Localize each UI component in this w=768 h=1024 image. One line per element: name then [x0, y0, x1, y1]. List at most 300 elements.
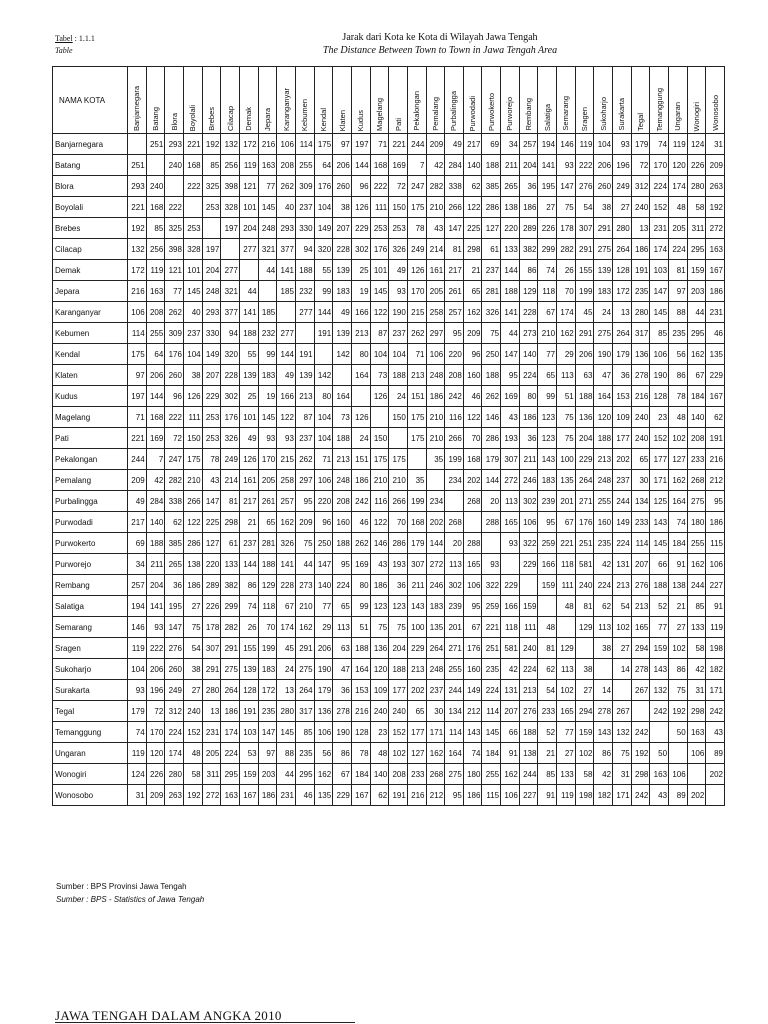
distance-cell: 192 — [631, 743, 650, 764]
distance-cell: 251 — [482, 638, 501, 659]
distance-cell: 67 — [557, 512, 576, 533]
row-city-name: Purbalingga — [53, 491, 128, 512]
distance-cell: 233 — [538, 701, 557, 722]
distance-cell: 71 — [370, 134, 389, 155]
distance-cell: 167 — [239, 785, 258, 806]
distance-cell: 289 — [519, 218, 538, 239]
distance-cell: 91 — [669, 554, 688, 575]
distance-cell: 47 — [594, 365, 613, 386]
distance-cell: 132 — [221, 134, 240, 155]
distance-cell: 240 — [370, 701, 389, 722]
distance-cell: 237 — [295, 428, 314, 449]
distance-cell: 247 — [165, 449, 184, 470]
distance-cell: 260 — [165, 365, 184, 386]
distance-cell: 149 — [613, 512, 632, 533]
distance-cell: 95 — [295, 491, 314, 512]
distance-cell: 186 — [463, 785, 482, 806]
distance-cell: 293 — [277, 218, 296, 239]
column-header-label: Magelang — [374, 98, 384, 131]
distance-cell: 78 — [202, 449, 221, 470]
distance-cell: 140 — [463, 155, 482, 176]
row-city-name: Magelang — [53, 407, 128, 428]
distance-cell: 260 — [165, 659, 184, 680]
distance-cell: 253 — [202, 197, 221, 218]
distance-cell: 286 — [482, 197, 501, 218]
distance-cell: 192 — [183, 785, 202, 806]
distance-cell: 280 — [631, 302, 650, 323]
distance-cell: 143 — [538, 449, 557, 470]
distance-cell: 382 — [519, 239, 538, 260]
distance-cell: 244 — [613, 491, 632, 512]
distance-cell: 147 — [202, 491, 221, 512]
distance-cell: 246 — [426, 575, 445, 596]
distance-cell: 192 — [669, 701, 688, 722]
distance-cell: 26 — [239, 617, 258, 638]
distance-cell: 31 — [687, 680, 706, 701]
distance-cell: 251 — [128, 155, 147, 176]
distance-cell: 191 — [314, 323, 333, 344]
distance-cell: 49 — [333, 302, 352, 323]
distance-cell: 97 — [669, 281, 688, 302]
distance-cell: 114 — [295, 134, 314, 155]
column-header — [333, 67, 352, 134]
column-header — [165, 67, 184, 134]
distance-cell: 97 — [128, 365, 147, 386]
distance-cell: 65 — [258, 512, 277, 533]
distance-cell: 102 — [575, 743, 594, 764]
distance-cell: 186 — [370, 575, 389, 596]
distance-cell: 267 — [631, 680, 650, 701]
distance-cell: 169 — [501, 386, 520, 407]
distance-cell — [183, 197, 202, 218]
distance-cell: 220 — [202, 554, 221, 575]
distance-cell: 160 — [463, 659, 482, 680]
distance-cell: 205 — [258, 470, 277, 491]
distance-cell: 242 — [706, 701, 725, 722]
distance-cell: 202 — [426, 512, 445, 533]
distance-cell: 261 — [445, 281, 464, 302]
distance-cell: 168 — [146, 197, 165, 218]
distance-cell: 103 — [239, 722, 258, 743]
distance-cell: 42 — [594, 764, 613, 785]
distance-cell: 174 — [650, 239, 669, 260]
distance-cell: 124 — [128, 764, 147, 785]
distance-cell: 42 — [501, 659, 520, 680]
column-header-label: Sragen — [580, 106, 590, 131]
distance-cell: 177 — [389, 680, 408, 701]
distance-cell: 134 — [631, 491, 650, 512]
distance-cell: 209 — [295, 512, 314, 533]
distance-cell: 231 — [202, 722, 221, 743]
distance-cell: 113 — [557, 659, 576, 680]
distance-cell: 208 — [146, 302, 165, 323]
row-city-name: Rembang — [53, 575, 128, 596]
distance-cell: 106 — [128, 302, 147, 323]
distance-cell: 126 — [407, 260, 426, 281]
distance-cell: 162 — [669, 470, 688, 491]
column-header-label: Karanganyar — [281, 88, 291, 131]
distance-cell: 188 — [146, 533, 165, 554]
distance-cell — [295, 323, 314, 344]
distance-cell: 213 — [351, 323, 370, 344]
distance-cell: 19 — [351, 281, 370, 302]
table-header-row — [53, 67, 725, 134]
column-header-label: Tegal — [636, 113, 646, 131]
distance-cell: 147 — [650, 281, 669, 302]
distance-cell: 299 — [538, 239, 557, 260]
distance-cell: 293 — [128, 176, 147, 197]
column-header — [258, 67, 277, 134]
distance-cell: 91 — [501, 743, 520, 764]
distance-cell: 72 — [165, 428, 184, 449]
distance-cell: 55 — [314, 260, 333, 281]
distance-cell: 89 — [706, 743, 725, 764]
distance-cell: 45 — [277, 638, 296, 659]
distance-cell: 93 — [613, 134, 632, 155]
distance-cell: 247 — [407, 176, 426, 197]
distance-cell: 89 — [669, 785, 688, 806]
distance-cell: 81 — [669, 260, 688, 281]
distance-cell: 309 — [165, 323, 184, 344]
distance-cell: 192 — [128, 218, 147, 239]
distance-cell: 46 — [463, 386, 482, 407]
distance-cell: 224 — [519, 365, 538, 386]
distance-cell: 95 — [445, 785, 464, 806]
distance-cell: 234 — [426, 491, 445, 512]
distance-cell — [538, 596, 557, 617]
distance-cell: 280 — [165, 764, 184, 785]
distance-cell: 188 — [501, 281, 520, 302]
distance-cell: 116 — [445, 407, 464, 428]
distance-cell: 211 — [501, 155, 520, 176]
distance-cell: 215 — [277, 449, 296, 470]
distance-cell: 273 — [295, 575, 314, 596]
distance-cell: 309 — [295, 176, 314, 197]
distance-cell: 72 — [146, 701, 165, 722]
distance-cell: 195 — [165, 596, 184, 617]
distance-cell: 228 — [333, 239, 352, 260]
distance-cell: 93 — [128, 680, 147, 701]
distance-cell: 141 — [239, 302, 258, 323]
distance-cell: 188 — [482, 365, 501, 386]
distance-cell: 262 — [351, 533, 370, 554]
row-city-name: Wonogiri — [53, 764, 128, 785]
distance-cell: 119 — [128, 743, 147, 764]
distance-cell: 233 — [687, 449, 706, 470]
distance-cell: 280 — [202, 680, 221, 701]
distance-cell: 75 — [669, 680, 688, 701]
distance-cell: 38 — [183, 365, 202, 386]
distance-cell: 295 — [221, 764, 240, 785]
column-header-label: Sukoharjo — [598, 97, 608, 131]
distance-cell: 78 — [669, 386, 688, 407]
distance-cell: 104 — [183, 344, 202, 365]
distance-cell: 122 — [370, 302, 389, 323]
distance-cell: 168 — [463, 449, 482, 470]
distance-cell: 132 — [613, 722, 632, 743]
table-row — [53, 638, 725, 659]
distance-cell: 75 — [370, 617, 389, 638]
distance-cell: 147 — [314, 554, 333, 575]
distance-cell: 208 — [389, 764, 408, 785]
distance-cell: 34 — [128, 554, 147, 575]
distance-cell: 175 — [128, 344, 147, 365]
distance-cell: 72 — [389, 176, 408, 197]
distance-cell: 321 — [221, 281, 240, 302]
distance-cell: 43 — [426, 218, 445, 239]
distance-cell: 221 — [557, 533, 576, 554]
distance-cell: 91 — [538, 785, 557, 806]
distance-cell — [277, 302, 296, 323]
distance-cell: 199 — [575, 281, 594, 302]
distance-cell: 268 — [687, 470, 706, 491]
distance-cell: 280 — [277, 701, 296, 722]
distance-cell: 101 — [183, 260, 202, 281]
distance-cell: 138 — [183, 554, 202, 575]
distance-cell: 266 — [445, 197, 464, 218]
distance-cell: 232 — [295, 281, 314, 302]
distance-cell: 45 — [575, 302, 594, 323]
distance-cell: 81 — [221, 491, 240, 512]
row-city-name: Pekalongan — [53, 449, 128, 470]
distance-cell: 172 — [258, 680, 277, 701]
distance-cell: 177 — [407, 722, 426, 743]
distance-cell: 165 — [557, 701, 576, 722]
distance-cell: 123 — [538, 428, 557, 449]
distance-cell: 185 — [277, 281, 296, 302]
distance-cell: 102 — [389, 743, 408, 764]
distance-cell: 253 — [202, 428, 221, 449]
column-header — [501, 67, 520, 134]
distance-cell: 188 — [351, 638, 370, 659]
distance-cell: 320 — [221, 344, 240, 365]
distance-cell: 229 — [519, 554, 538, 575]
distance-cell: 121 — [239, 176, 258, 197]
distance-cell: 240 — [519, 638, 538, 659]
distance-cell: 162 — [314, 764, 333, 785]
distance-cell: 251 — [146, 134, 165, 155]
distance-cell: 122 — [277, 407, 296, 428]
distance-cell: 291 — [221, 638, 240, 659]
row-city-name: Banjarnegara — [53, 134, 128, 155]
distance-cell: 150 — [370, 428, 389, 449]
distance-cell: 165 — [463, 554, 482, 575]
distance-cell: 217 — [445, 260, 464, 281]
distance-cell: 248 — [258, 218, 277, 239]
distance-cell: 31 — [706, 134, 725, 155]
distance-cell: 251 — [575, 533, 594, 554]
distance-cell: 276 — [575, 176, 594, 197]
distance-cell: 88 — [669, 302, 688, 323]
distance-cell: 77 — [314, 596, 333, 617]
distance-cell: 27 — [183, 680, 202, 701]
distance-cell: 162 — [687, 554, 706, 575]
distance-cell: 240 — [183, 701, 202, 722]
distance-cell: 159 — [575, 722, 594, 743]
distance-cell: 62 — [706, 407, 725, 428]
distance-cell: 233 — [631, 512, 650, 533]
distance-cell: 253 — [183, 218, 202, 239]
distance-cell: 25 — [351, 260, 370, 281]
distance-cell: 106 — [277, 134, 296, 155]
distance-cell: 291 — [575, 239, 594, 260]
distance-cell: 62 — [538, 659, 557, 680]
distance-cell: 265 — [165, 554, 184, 575]
distance-cell: 150 — [389, 197, 408, 218]
distance-cell: 233 — [407, 764, 426, 785]
distance-cell: 56 — [669, 344, 688, 365]
distance-cell: 94 — [295, 239, 314, 260]
distance-cell: 188 — [650, 575, 669, 596]
distance-cell: 43 — [202, 470, 221, 491]
row-city-name: Jepara — [53, 281, 128, 302]
distance-cell: 188 — [389, 659, 408, 680]
column-header — [351, 67, 370, 134]
distance-cell: 140 — [314, 575, 333, 596]
distance-cell: 206 — [575, 344, 594, 365]
distance-cell: 168 — [370, 155, 389, 176]
distance-cell: 104 — [370, 344, 389, 365]
distance-cell: 168 — [183, 155, 202, 176]
distance-cell: 178 — [202, 617, 221, 638]
distance-cell: 298 — [463, 239, 482, 260]
distance-cell: 63 — [575, 365, 594, 386]
distance-cell: 222 — [575, 155, 594, 176]
distance-cell: 174 — [669, 176, 688, 197]
column-header — [183, 67, 202, 134]
table-corner-header: NAMA KOTA — [53, 67, 128, 134]
distance-cell: 225 — [202, 512, 221, 533]
distance-cell: 229 — [407, 638, 426, 659]
distance-cell: 240 — [631, 197, 650, 218]
distance-cell — [351, 386, 370, 407]
distance-cell: 216 — [706, 449, 725, 470]
distance-cell: 141 — [277, 260, 296, 281]
distance-cell: 213 — [295, 386, 314, 407]
distance-cell: 282 — [426, 176, 445, 197]
distance-cell: 20 — [445, 533, 464, 554]
distance-cell: 26 — [557, 260, 576, 281]
distance-cell: 31 — [613, 764, 632, 785]
distance-cell: 147 — [165, 617, 184, 638]
distance-cell: 249 — [613, 176, 632, 197]
distance-cell: 186 — [426, 386, 445, 407]
distance-cell: 144 — [482, 470, 501, 491]
distance-cell: 186 — [519, 197, 538, 218]
distance-cell: 58 — [687, 638, 706, 659]
distance-cell: 377 — [221, 302, 240, 323]
distance-cell: 66 — [501, 722, 520, 743]
distance-cell: 175 — [370, 449, 389, 470]
distance-cell: 85 — [538, 764, 557, 785]
distance-cell: 87 — [295, 407, 314, 428]
distance-cell: 38 — [594, 638, 613, 659]
table-row — [53, 134, 725, 155]
distance-cell: 183 — [594, 281, 613, 302]
distance-cell: 217 — [128, 512, 147, 533]
distance-cell: 199 — [407, 491, 426, 512]
distance-cell: 217 — [239, 491, 258, 512]
distance-cell: 191 — [706, 428, 725, 449]
distance-cell: 275 — [687, 491, 706, 512]
distance-cell: 81 — [445, 239, 464, 260]
distance-cell: 155 — [239, 638, 258, 659]
distance-cell: 297 — [426, 323, 445, 344]
distance-cell: 65 — [333, 596, 352, 617]
distance-cell: 115 — [706, 533, 725, 554]
distance-cell: 326 — [221, 428, 240, 449]
distance-cell: 99 — [351, 596, 370, 617]
distance-cell: 85 — [687, 596, 706, 617]
distance-cell — [519, 575, 538, 596]
distance-cell: 170 — [650, 155, 669, 176]
distance-cell: 164 — [351, 659, 370, 680]
distance-cell: 221 — [128, 428, 147, 449]
distance-cell: 139 — [239, 659, 258, 680]
distance-cell: 183 — [333, 281, 352, 302]
row-city-name: Klaten — [53, 365, 128, 386]
row-city-name: Purworejo — [53, 554, 128, 575]
distance-cell: 127 — [202, 533, 221, 554]
distance-cell: 257 — [277, 491, 296, 512]
distance-cell: 160 — [594, 512, 613, 533]
distance-cell: 104 — [128, 659, 147, 680]
distance-cell: 27 — [613, 638, 632, 659]
distance-cell: 210 — [370, 470, 389, 491]
distance-cell: 52 — [650, 596, 669, 617]
distance-cell: 164 — [594, 386, 613, 407]
footer-title: JAWA TENGAH DALAM ANGKA 2010 — [55, 1008, 282, 1023]
distance-cell: 99 — [258, 344, 277, 365]
distance-cell: 159 — [239, 764, 258, 785]
distance-cell: 93 — [277, 428, 296, 449]
distance-cell: 210 — [183, 470, 202, 491]
distance-cell: 174 — [277, 617, 296, 638]
distance-cell: 113 — [445, 554, 464, 575]
distance-cell: 143 — [407, 596, 426, 617]
distance-cell: 160 — [463, 365, 482, 386]
distance-cell: 67 — [538, 302, 557, 323]
distance-cell: 120 — [669, 155, 688, 176]
distance-cell: 48 — [557, 596, 576, 617]
distance-cell: 244 — [445, 680, 464, 701]
distance-cell: 86 — [594, 743, 613, 764]
distance-cell: 136 — [314, 701, 333, 722]
distance-cell: 75 — [295, 533, 314, 554]
distance-cell: 121 — [165, 260, 184, 281]
distance-cell: 86 — [669, 659, 688, 680]
distance-cell: 128 — [351, 722, 370, 743]
distance-cell: 291 — [575, 323, 594, 344]
distance-cell: 171 — [706, 680, 725, 701]
distance-cell: 186 — [258, 785, 277, 806]
distance-cell: 114 — [631, 533, 650, 554]
distance-cell: 267 — [613, 701, 632, 722]
distance-cell: 146 — [557, 134, 576, 155]
distance-cell: 126 — [351, 407, 370, 428]
distance-cell: 104 — [314, 428, 333, 449]
distance-cell: 44 — [501, 323, 520, 344]
distance-cell: 207 — [501, 701, 520, 722]
distance-cell: 155 — [575, 260, 594, 281]
distance-cell: 122 — [463, 407, 482, 428]
distance-cell: 109 — [370, 680, 389, 701]
distance-cell: 222 — [165, 407, 184, 428]
distance-cell: 229 — [333, 785, 352, 806]
table-row — [53, 764, 725, 785]
row-city-name: Blora — [53, 176, 128, 197]
distance-cell: 36 — [519, 176, 538, 197]
